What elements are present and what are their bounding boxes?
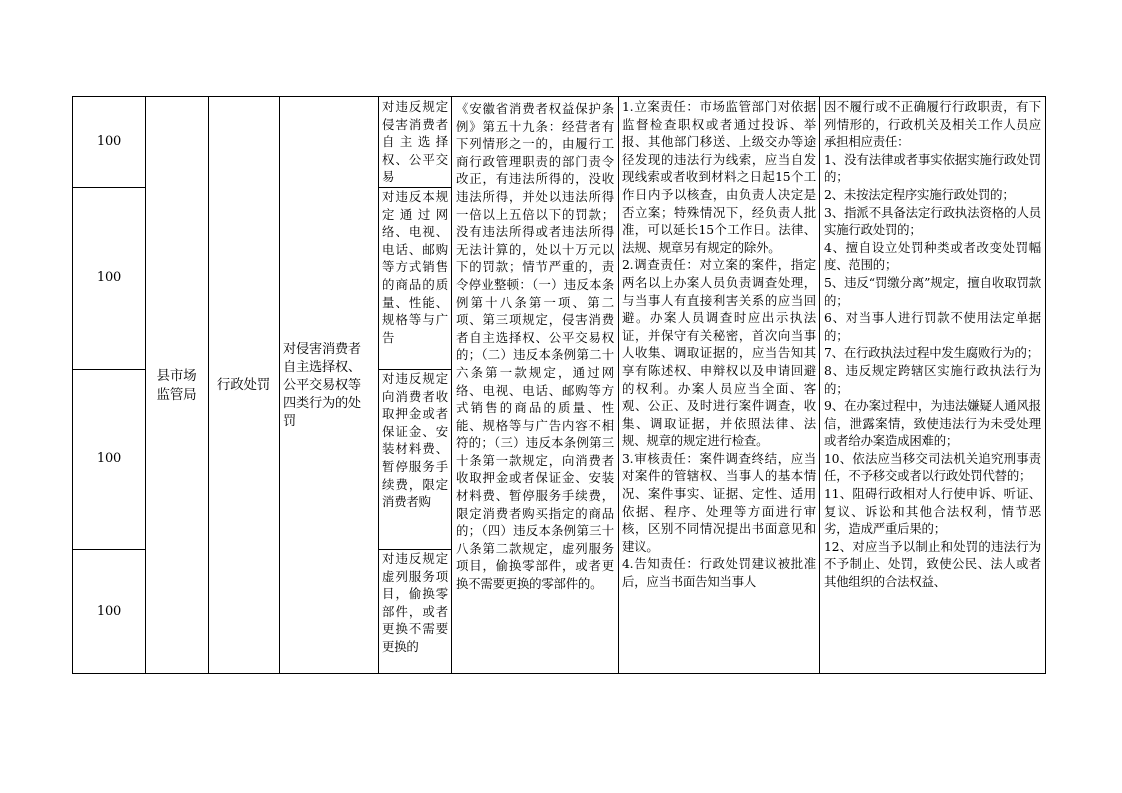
- legal-basis-cell: 《安徽省消费者权益保护条例》第五十九条：经营者有下列情形之一的，由履行工商行政管理职责的部门责令改正，有违法所得的，没收违法所得，并处以违法所得一倍以上五倍以下的罚款；没有违法所得或者违法所得无法计算的，处以十万元以下的罚款；情节严重的，责令停业整顿：（一）违反本条例第十八条第一项、第二项、第三项规定，侵害消费者自主选择权、公平交易权的；（二）违反本条例第二十六条第一款规定，通过网络、电视、电话、邮购等方式销售的商品的质量、性能、规格等与广告内容不相符的；（三）违反本条例第三十条第一款规定，向消费者收取押金或者保证金、安装材料费、暂停服务手续费，限定消费者购买指定的商品的；（四）违反本条例第三十八条第二款规定，虚列服务项目，偷换零部件，或者更换不需要更换的零部件的。: [456, 101, 614, 592]
- item-name-cell: [279, 97, 378, 675]
- item-name: 对侵害消费者自主选择权、公平交易权等四类行为的处罚: [283, 342, 361, 429]
- department-name: 县市场监管局: [156, 368, 197, 403]
- category-label: 行政处罚: [216, 377, 271, 394]
- sub-item-cell: 对违反规定虚列服务项目，偷换零部件，或者更换不需要更换的: [382, 551, 448, 654]
- sub-item-cell: 对违反规定向消费者收取押金或者保证金、安装材料费、暂停服务手续费，限定消费者购: [382, 371, 448, 510]
- department-cell: [145, 97, 208, 675]
- accountability-cell: 因不履行或不正确履行行政职责，有下列情形的，行政机关及相关工作人员应承担相应责任： 1、没有法律或者事实依据实施行政处罚的； 2、未按法定程序实施行政处罚的； 3、指派不具备法定行政执法资格的人员实施行政处罚的； 4、擅自设立处罚种类或者改变处罚幅度、范围的； 5、违反“罚缴分离”规定，擅自收取罚款的； 6、对当事人进行罚款不使用法定单据的； 7、在行政执法过程中发生腐败行为的； 8、违反规定跨辖区实施行政执法行为的； 9、在办案过程中，为违法嫌疑人通风报信，泄露案情，致使违法行为未受处理或者给办案造成困难的； 10、依法应当移交司法机关追究刑事责任，不予移交或者以行政处罚代替的； 11、阻碍行政相对人行使申诉、听证、复议、诉讼和其他合法权利，情节恶劣，造成严重后果的； 12、对应当予以制止和处罚的违法行为不予制止、处罚，致使公民、法人或者其他组织的合法权益、: [824, 99, 1041, 590]
- score-cell: 100: [96, 604, 122, 620]
- responsibility-cell: 1.立案责任：市场监管部门对依据监督检查职权或者通过投诉、举报、其他部门移送、上级交办等途径发现的违法行为线索，应当自发现线索或者收到材料之日起15个工作日内予以核查，由负责人决定是否立案；特殊情况下，经负责人批准，可以延长15个工作日。法律、法规、规章另有规定的除外。 2.调查责任：对立案的案件，指定两名以上办案人员负责调查处理，与当事人有直接利害关系的应当回避。办案人员调查时应出示执法证，并保守有关秘密，首次向当事人收集、调取证据的，应当告知其享有陈述权、申辩权以及申请回避的权利。办案人员应当全面、客观、公正、及时进行案件调查，收集、调取证据，并依照法律、法规、规章的规定进行检查。 3.审核责任：案件调查终结，应当对案件的管辖权、当事人的基本情况、案件事实、证据、定性、适用依据、程序、处理等方面进行审核，区别不同情况提出书面意见和建议。 4.告知责任：行政处罚建议被批准后，应当书面告知当事人: [622, 99, 816, 590]
- policy-table: [72, 96, 1046, 674]
- score-cell: 100: [96, 451, 122, 467]
- score-cell: 100: [96, 270, 122, 286]
- sub-item-cell: 对违反规定侵害消费者自主选择权、公平交易: [382, 99, 448, 185]
- score-cell: 100: [96, 134, 122, 150]
- category-cell: [208, 97, 279, 675]
- sub-item-cell: 对违反本规定通过网络、电视、电话、邮购等方式销售的商品的质量、性能、规格等与广告: [382, 189, 448, 345]
